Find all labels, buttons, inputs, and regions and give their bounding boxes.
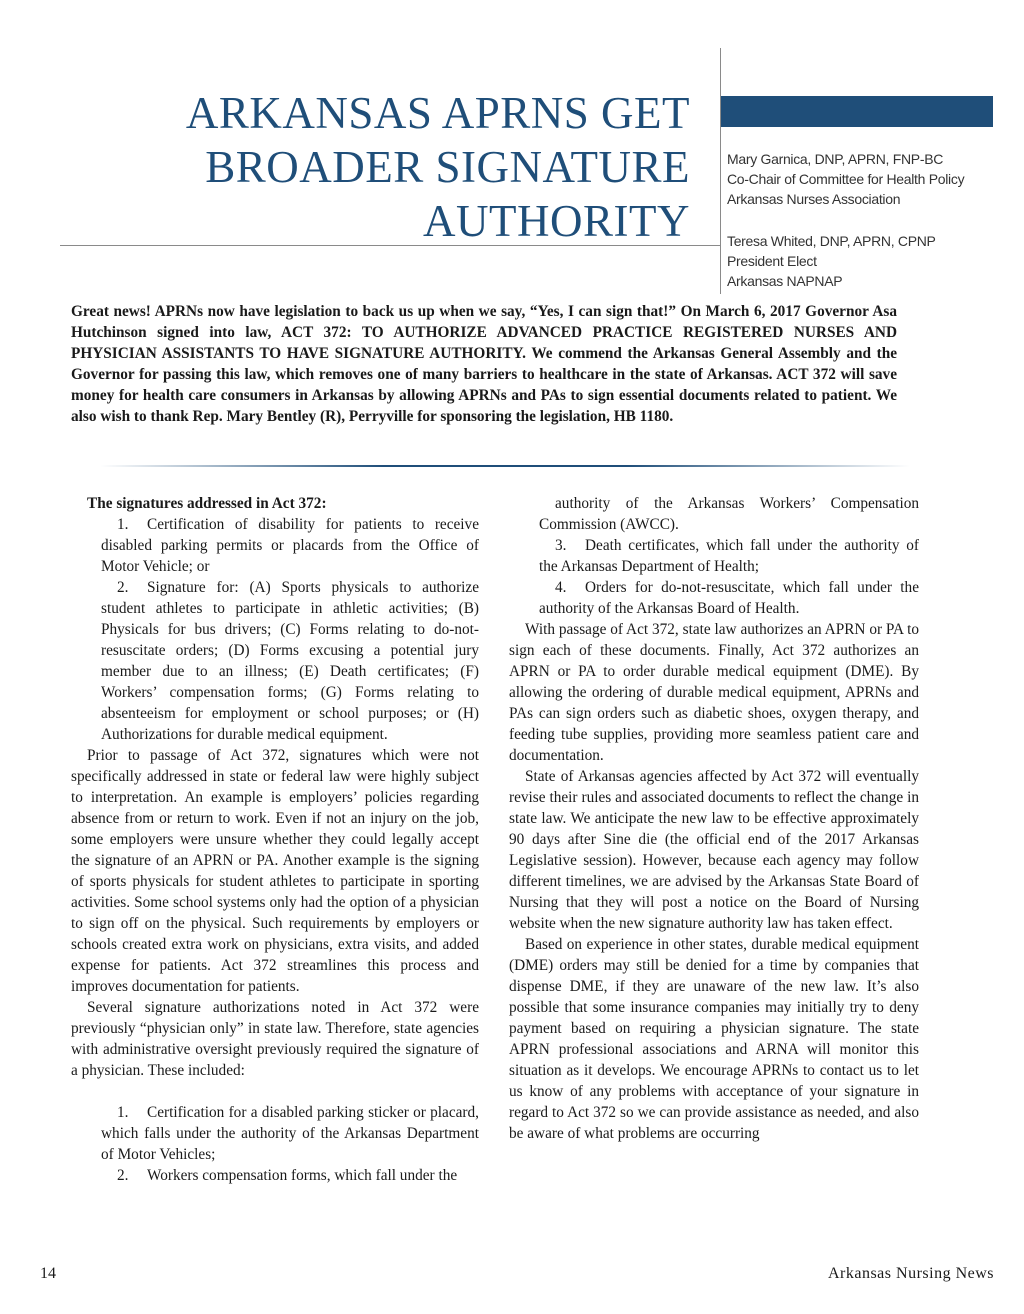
list-item: [71, 577, 479, 745]
list-text: Workers compensation forms, which fall under the: [147, 1167, 458, 1184]
vertical-rule: [720, 48, 721, 294]
title-line: BROADER SIGNATURE: [205, 142, 690, 192]
list-text: Certification for a disabled parking sticker or placard, which falls under the authority of the Arkansas Department of Motor Vehicles;: [101, 1104, 479, 1163]
publication-name: Arkansas Nursing News: [827, 1265, 994, 1282]
list-heading: The signatures addressed in Act 372:: [87, 495, 327, 512]
list-item: [71, 514, 479, 577]
author-name: Mary Garnica, DNP, APRN, FNP-BC: [727, 151, 944, 167]
body-paragraph: Several signature authorizations noted in Act 372 were previously “physician only” in state law. Therefore, state agencies with administrative oversight previously required the signature of a physician. These included:: [71, 999, 479, 1079]
list-text: Death certificates, which fall under the authority of the Arkansas Department of Health;: [539, 537, 919, 575]
author-role: Co-Chair of Committee for Health Policy: [727, 171, 965, 187]
author-org: Arkansas Nurses Association: [727, 191, 901, 207]
section-divider: [100, 465, 910, 467]
list-number: 4.: [555, 579, 567, 596]
body-paragraph: Based on experience in other states, durable medical equipment (DME) orders may still be denied for a time by companies that dispense DME, if they are unaware of the new law. It’s also possible that some insurance companies may initially try to deny payment based on requiring a physician signature. The state APRN professional associations and ARNA will monitor this situation as it develops. We encourage APRNs to contact us to let us know of any problems with acceptance of your signature in regard to Act 372 so we can provide assistance as needed, and also be aware of what problems are occurring: [509, 936, 919, 1142]
title-line: AUTHORITY: [423, 196, 690, 246]
list-text: Signature for: (A) Sports physicals to authorize student athletes to participate in athletic activities; (B) Physicals for bus drivers; (C) Forms relating to do-not-resuscitate orders; (D) Forms excusing a potential jury member due to an illness; (E) Death certificates; (F) Workers’ compensation forms; (G) Forms relating to absenteeism for employment or school purposes; or (H) Authorizations for durable medical equipment.: [101, 579, 479, 743]
list-item: [71, 1102, 479, 1165]
author-name: Teresa Whited, DNP, APRN, CPNP: [727, 233, 936, 249]
article-title: [40, 86, 690, 248]
author-org: Arkansas NAPNAP: [727, 273, 843, 289]
list-number: 3.: [555, 537, 567, 554]
page-number: 14: [40, 1265, 56, 1282]
list-continuation: authority of the Arkansas Workers’ Compensation Commission (AWCC).: [539, 495, 919, 533]
author-role: President Elect: [727, 253, 817, 269]
list-text: Orders for do-not-resuscitate, which fall under the authority of the Arkansas Board of Health.: [539, 579, 919, 617]
left-column: [71, 493, 479, 1186]
body-paragraph: Prior to passage of Act 372, signatures which were not specifically addressed in state or federal law were highly subject to interpretation. An example is employers’ policies regarding absence from or return to work. Even if not an injury on the job, some employers were unsure whether they could legally accept the signature of an APRN or PA. Another example is the signing of sports physicals for student athletes to participate in sporting activities. Some school systems only had the option of a physician to sign off on the physical. Such requirements by employers or schools created extra work on physicians, extra visits, and added expense for patients. Act 372 streamlines this process and improves documentation for patients.: [71, 747, 479, 995]
accent-bar: [721, 96, 993, 127]
body-paragraph: With passage of Act 372, state law authorizes an APRN or PA to sign each of these documents. Finally, Act 372 authorizes an APRN or PA to order durable medical equipment (DME). By allowing the ordering of durable medical equipment, APRNs and PAs can sign orders such as diabetic shoes, oxygen therapy, and feeding tube supplies, providing more seamless patient care and documentation.: [509, 621, 919, 764]
list-item: [509, 535, 919, 577]
list-number: 1.: [117, 1104, 129, 1121]
list-number: 2.: [117, 579, 129, 596]
list-number: 2.: [117, 1167, 129, 1184]
author-block: [727, 149, 1007, 291]
title-line: ARKANSAS APRNS GET: [185, 88, 690, 138]
list-text: Certification of disability for patients to receive disabled parking permits or placards from the Office of Motor Vehicle; or: [101, 516, 479, 575]
list-item: [71, 1165, 479, 1186]
right-column: [509, 493, 919, 1144]
list-number: 1.: [117, 516, 129, 533]
list-item: [509, 577, 919, 619]
body-paragraph: State of Arkansas agencies affected by Act 372 will eventually revise their rules and associated documents to reflect the change in state law. We anticipate the new law to be effective approximately 90 days after Sine die (the official end of the 2017 Arkansas Legislative session). However, because each agency may follow different timelines, we are advised by the Arkansas State Board of Nursing that they will post a notice on the Board of Nursing website when the new signature authority law has taken effect.: [509, 768, 919, 932]
intro-paragraph: Great news! APRNs now have legislation to back us up when we say, “Yes, I can sign that!” On March 6, 2017 Governor Asa Hutchinson signed into law, ACT 372: TO AUTHORIZE ADVANCED PRACTICE REGISTERED NURSES AND PHYSICIAN ASSISTANTS TO HAVE SIGNATURE AUTHORITY. We commend the Arkansas General Assembly and the Governor for passing this law, which removes one of many barriers to healthcare in the state of Arkansas. ACT 372 will save money for health care consumers in Arkansas by allowing APRNs and PAs to sign essential documents related to patient. We also wish to thank Rep. Mary Bentley (R), Perryville for sponsoring the legislation, HB 1180.: [71, 303, 897, 425]
